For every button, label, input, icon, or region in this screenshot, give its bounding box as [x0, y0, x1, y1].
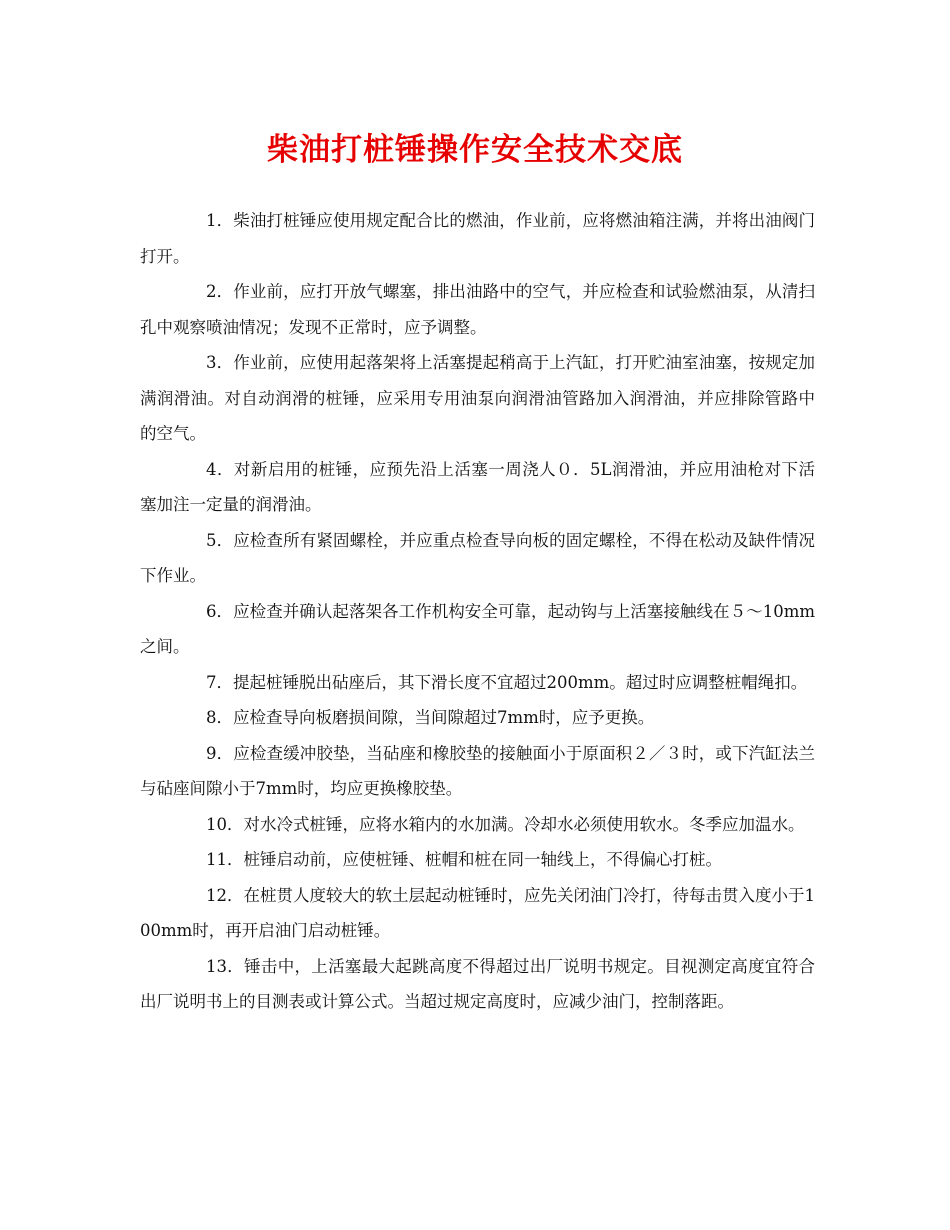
paragraph-3: 3．作业前，应使用起落架将上活塞提起稍高于上汽缸，打开贮油室油塞，按规定加满润滑油。对自动润滑的桩锤，应采用专用油泵向润滑油管路加入润滑油，并应排除管路中的空气。: [140, 353, 815, 443]
paragraph-2: 2．作业前，应打开放气螺塞，排出油路中的空气，并应检查和试验燃油泵，从清扫孔中观察喷油情况；发现不正常时，应予调整。: [140, 282, 815, 337]
paragraph-9: 9．应检查缓冲胶垫，当砧座和橡胶垫的接触面小于原面积２／３时，或下汽缸法兰与砧座间隙小于7mm时，均应更换橡胶垫。: [140, 743, 815, 798]
paragraph-11: 11．桩锤启动前，应使桩锤、桩帽和桩在同一轴线上，不得偏心打桩。: [206, 850, 722, 869]
paragraph-12: 12．在桩贯人度较大的软土层起动桩锤时，应先关闭油门冷打，待每击贯入度小于100mm时，再开启油门启动桩锤。: [140, 885, 815, 940]
paragraph-13: 13．锤击中，上活塞最大起跳高度不得超过出厂说明书规定。目视测定高度宜符合出厂说明书上的目测表或计算公式。当超过规定高度时，应减少油门，控制落距。: [140, 956, 815, 1011]
document-title: 柴油打桩锤操作安全技术交底: [267, 132, 683, 168]
paragraph-7: 7．提起桩锤脱出砧座后，其下滑长度不宜超过200mm。超过时应调整桩帽绳扣。: [206, 672, 808, 692]
paragraph-5: 5．应检查所有紧固螺栓，并应重点检查导向板的固定螺栓，不得在松动及缺件情况下作业。: [140, 530, 815, 585]
paragraph-10: 10．对水冷式桩锤，应将水箱内的水加满。冷却水必须使用软水。冬季应加温水。: [206, 814, 805, 834]
paragraph-4: 4．对新启用的桩锤，应预先沿上活塞一周浇人０．5L润滑油，并应用油枪对下活塞加注一定量的润滑油。: [140, 459, 815, 514]
document-body: [140, 203, 815, 1020]
paragraph-6: 6．应检查并确认起落架各工作机构安全可靠，起动钩与上活塞接触线在５～10mm之间。: [140, 601, 815, 656]
paragraph-1: 1．柴油打桩锤应使用规定配合比的燃油，作业前，应将燃油箱注满，并将出油阀门打开。: [140, 211, 815, 266]
paragraph-8: 8．应检查导向板磨损间隙，当间隙超过7mm时，应予更换。: [206, 708, 655, 727]
